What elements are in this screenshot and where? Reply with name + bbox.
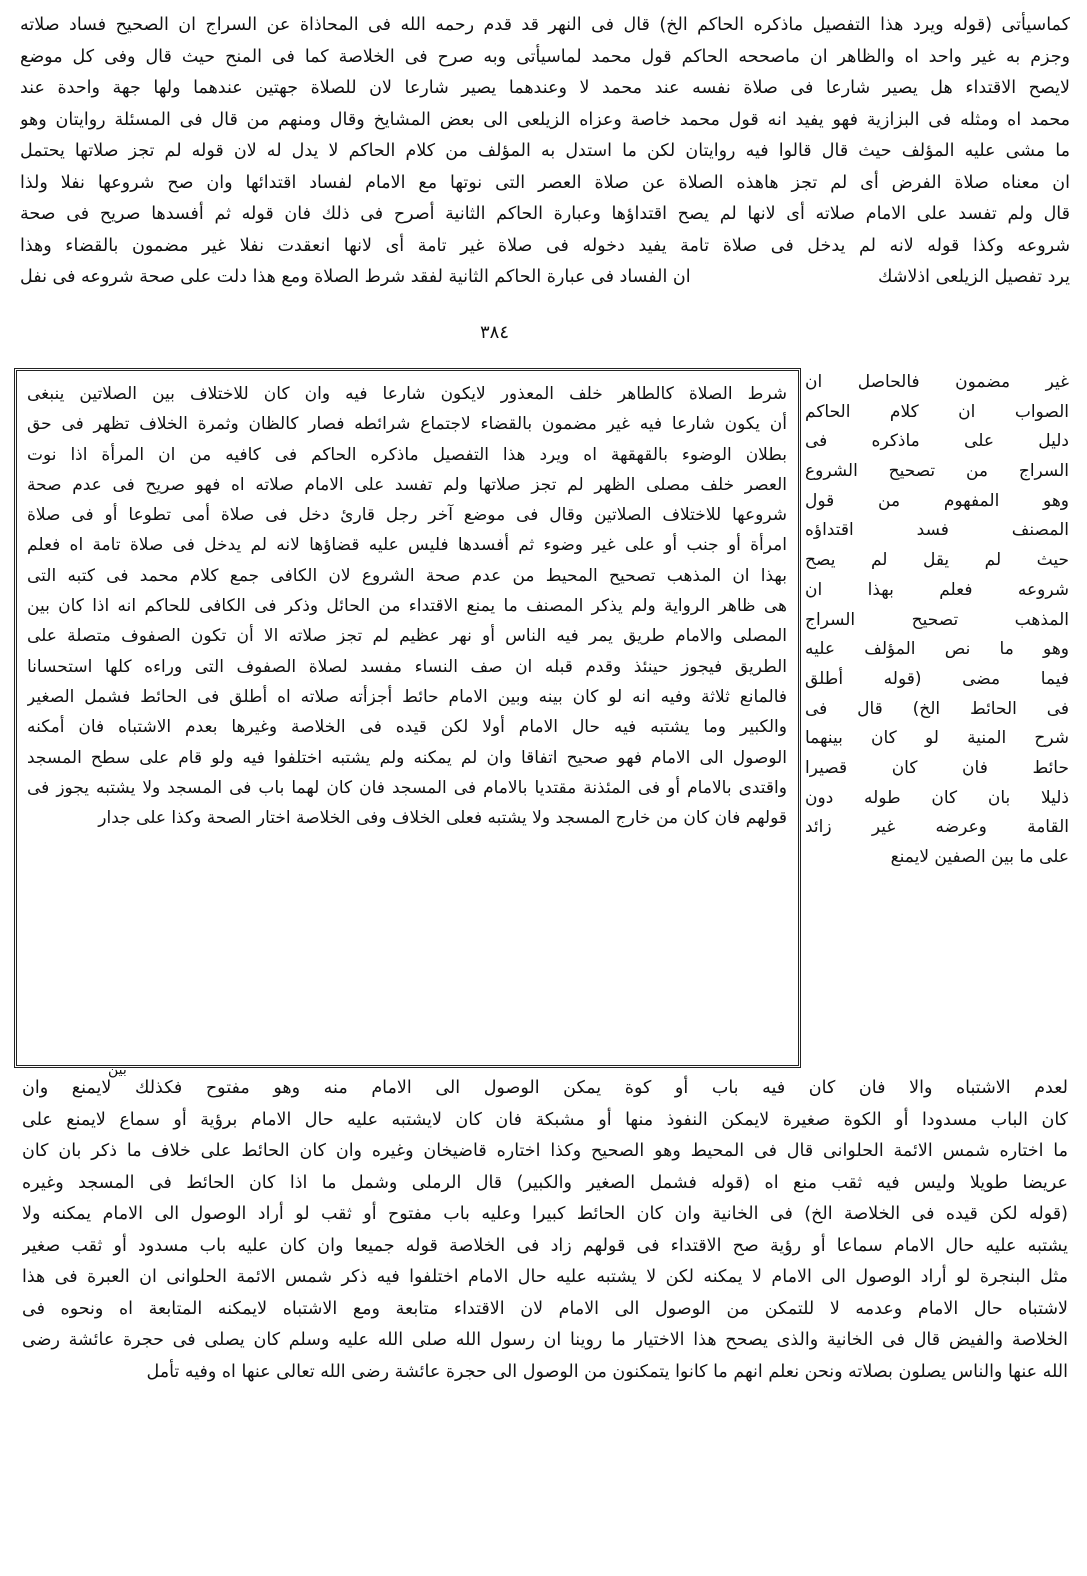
text-line: شروعها للاختلاف الصلاتين وقال فى موضع آخر رجل قارئ دخل فى صلاة أمى تطوعا أو فى صلاة (27, 505, 787, 526)
text-line: وهو المفهوم من قول (805, 490, 1069, 511)
text-line: على ما بين الصفين لايمنع (890, 847, 1069, 867)
text-line: يشتبه عليه حال الامام سماعا أو رؤية صح الاقتداء فى قولهم زاد فى الخلاصة قوله جميعا وان كان عليه باب مسدود أو ثقب صغير (22, 1235, 1068, 1256)
text-row (20, 262, 1070, 294)
text-line: الطريق فيجوز حينئذ وقدم قبله ان صف النساء مفسد لصلاة الصفوف التى وراءه كلها استحسانا (27, 656, 787, 677)
text-line: شروعه فعلم بهذا ان (805, 579, 1069, 600)
page-number: ٣٨٤ (480, 322, 510, 343)
text-line: شروعه وكذا قوله لانه لم يدخل فى صلاة تامة يفيد دخوله فى صلاة غير تامة أى لانها انعقدت نفلا غير مضمون بالقضاء وهذا (20, 235, 1070, 256)
interlinear-note: بين (108, 1062, 127, 1078)
text-line: امرأة أو جنب أو على غير وضوء ثم أفسدها فليس عليه قضاؤها لانه لم يدخل فى صلاة تامة اه فعلم (27, 535, 787, 556)
text-line: كماسيأتى (قوله ويرد هذا التفصيل ماذكره الحاكم الخ) قال فى النهر قد قدم رحمه الله فى المحاذاة عن السراج ان الصحيح فساد صلاته (20, 15, 1070, 35)
text-line: (قوله لكن قيده فى الخلاصة الخ) فى الخانية وان كان الحائط كبيرا وعليه باب مفتوح أو ثقب لو أراد الوصول الى الامام يمكنه ولا (22, 1204, 1068, 1224)
text-line: فالمانع ثلاثة وفيه انه لو كان بينه وبين الامام حائط أجزأته صلاته اه أطلق فى الحائط فشمل الصغير (27, 686, 787, 707)
text-line: المذهب تصحيح السراج (805, 609, 1069, 630)
text-line: وجزم به غير واحد اه والظاهر ان ماصححه الحاكم قول محمد لماسيأتى وبه صرح فى الخلاصة كما فى المنح حيث قال وفى كل موضع (20, 46, 1070, 67)
text-line: يرد تفصيل الزيلعى اذلاشك (877, 267, 1070, 287)
text-line: لاشتباه حال الامام وعدمه لا للتمكن من الوصول الى الامام لان الاقتداء متابعة ومع الاشتباه لايمكنه المتابعة اه ونحوه فى (22, 1298, 1068, 1319)
text-line: ان معناه صلاة الفرض أى لم تجز هاهذه الصلاة عن صلاة العصر التى نوتها مع الامام لفساد اقتدائها وان صح شروعها نفلا ولذا (20, 172, 1070, 193)
commentary-top-text (20, 10, 1070, 294)
commentary-bottom-text (22, 1073, 1068, 1388)
text-line: دليل على ماذكره فى (805, 431, 1069, 452)
text-line: شرح المنية لو كان بينهما (805, 728, 1069, 749)
framed-main-text (27, 379, 787, 833)
framed-main-text-box (14, 368, 801, 1068)
text-line: الصواب ان كلام الحاكم (805, 401, 1069, 422)
text-line: المصلى والامام طريق يمر فيه الناس أو نهر عظيم لم تجز صلاته الا أن تكون الصفوف متصلة على (27, 626, 787, 647)
text-line: غير مضمون فالحاصل ان (805, 372, 1069, 392)
text-line: فيما مضى (قوله أطلق (805, 668, 1069, 689)
text-line: قولهم فان كان من خارج المسجد ولا يشتبه فعلى الخلاف وفى الخلاصة اختار الصحة وكذا على جدار (98, 808, 787, 829)
text-line: محمد اه ومثله فى البزازية فهو يفيد انه قول محمد خاصة وعزاه الزيلعى الى بعض المشايخ وقال ومنهم من قال فى المسئلة روايتان وهو (20, 109, 1070, 130)
text-line: المصنف فسد اقتداؤه (805, 520, 1069, 541)
text-line: ما مشى عليه المؤلف حيث قال قالوا فيه روايتان لكن ما استدل به المؤلف من كلام الحاكم لا يدل له لان قوله لم تجز صلاتها يحتمل (20, 141, 1070, 161)
text-line: ذليلا بان كان طوله دون (805, 787, 1069, 808)
text-line: القامة وعرضه غير زائد (805, 817, 1069, 838)
text-line: ان الفساد فى عبارة الحاكم الثانية لفقد شرط الصلاة ومع هذا دلت على صحة شروعه فى نفل (20, 267, 691, 287)
text-line: لايصح الاقتداء هل يصير شارعا فى صلاة نفسه عند محمد لا وعندهما يصير شارعا لان للصلاة جهتين عندهما ولها جهة واحدة عند (20, 78, 1070, 98)
text-line: الوصول الى الامام فهو صحيح اتفاقا وان لم يمكنه ولم يشتبه اختلفوا فيه ولو قام على سطح المسجد (27, 747, 787, 768)
text-line: لعدم الاشتباه والا فان كان فيه باب أو كوة يمكن الوصول الى الامام منه وهو مفتوح فكذلك لايمنع وان (22, 1078, 1068, 1098)
text-line: ما اختاره شمس الائمة الحلوانى قال فى المحيط وهو الصحيح وكذا اختاره قاضيخان وغيره وان كان الحائط على خلاف ما ذكر بان كان (22, 1141, 1068, 1161)
text-line: حائط فان كان قصيرا (805, 757, 1069, 778)
text-line: مثل البنجرة لو أراد الوصول الى الامام لا يمكنه لكن لا يشتبه عليه حال الامام اختلفوا فيه ذكر شمس الائمة الحلوانى ان العبرة فى هذا (22, 1267, 1068, 1287)
margin-commentary-column (805, 368, 1069, 873)
text-line: قال ولم تفسد على الامام صلاته أى لانها لم يصح اقتداؤها وعبارة الحاكم الثانية أصرح فى ذلك فان قوله ثم أفسدها صريح فى صحة (20, 204, 1070, 224)
text-line: وهو ما نص المؤلف عليه (805, 639, 1069, 660)
text-line: فى الحائط الخ) قال فى (805, 698, 1069, 719)
text-line: كان الباب مسدودا أو الكوة صغيرة لايمكن النفوذ منها أو مشبكة فان كان لايشتبه عليه حال الامام برؤية أو سماع لايمنع على (22, 1109, 1068, 1130)
text-line: هى ظاهر الرواية ولم يذكر المصنف ما يمنع الاقتداء من الحائل وذكر فى الكافى للحاكم انه اذا كان بين (27, 596, 787, 617)
text-line: حيث لم يقل لم يصح (805, 550, 1069, 571)
text-line: شرط الصلاة كالطاهر خلف المعذور لايكون شارعا فيه وان كان للاختلاف بين الصلاتين ينبغى (27, 384, 787, 404)
text-line: الخلاصة والفيض قال فى الخانية والذى يصحح هذا الاختيار ما روينا ان رسول الله صلى الله عليه وسلم كان يصلى فى حجرة عائشة رضى (22, 1330, 1068, 1350)
text-line: الله عنها والناس يصلون بصلاته ونحن نعلم انهم ما كانوا يتمكنون من الوصول الى حجرة عائشة رضى الله تعالى عنها اه وفيه تأمل (146, 1361, 1068, 1382)
text-line: السراج من تصحيح الشروع (805, 461, 1069, 482)
text-line: العصر خلف مصلى الظهر لم تجز صلاتها ولم تفسد على الامام صلاته اه فهو صريح فى عدم صحة (27, 474, 787, 495)
text-line: عريضا طويلا وليس فيه ثقب منع اه (قوله فشمل الصغير والكبير) قال الرملى وشمل ما اذا كان الحائط فى المسجد وغيره (22, 1172, 1068, 1193)
text-line: واقتدى بالامام أو فى المئذنة مقتديا بالامام فى المسجد فان كان لهما باب فى المسجد ولا يشتبه يجوز فى (27, 777, 787, 798)
text-line: بطلان الوضوء بالقهقهة اه ويرد هذا التفصيل ماذكره الحاكم فى كافيه من ان المرأة اذا نوت (27, 444, 787, 465)
text-line: والكبير وما يشتبه فيه حال الامام أولا لكن قيده فى الخلاصة وغيرها بعدم الاشتباه فان أمكنه (27, 717, 787, 738)
text-line: أن يكون شارعا فيه غير مضمون بالقضاء لاجتماع شرائطه فصار كالظان وثمرة الخلاف تظهر فى حق (27, 414, 787, 435)
text-line: بهذا ان المذهب تصحيح المحيط من عدم صحة الشروع لان الكافى جمع كلام محمد فى كتبه التى (27, 565, 787, 586)
